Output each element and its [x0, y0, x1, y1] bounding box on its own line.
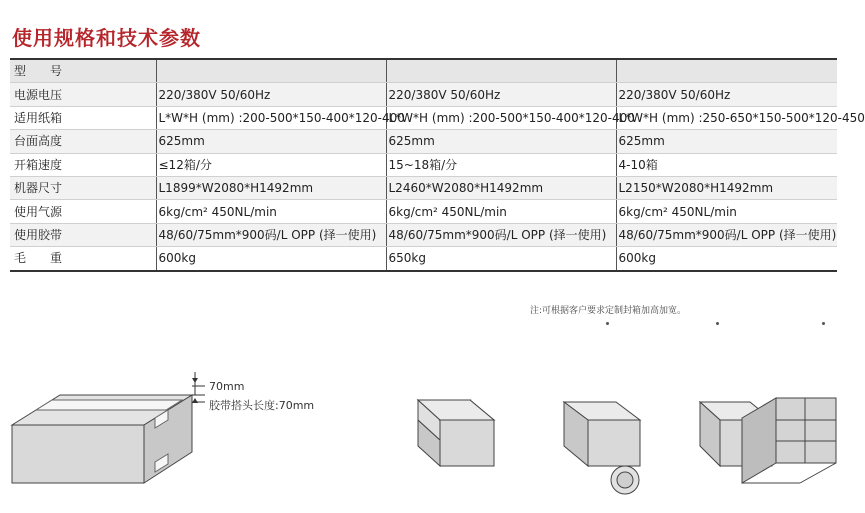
page-title: 使用规格和技术参数 — [12, 26, 201, 50]
cell: 600kg — [616, 247, 837, 271]
box-on-roller-diagram — [564, 402, 640, 494]
cell: 220/380V 50/60Hz — [386, 83, 616, 106]
sealed-box-diagram — [12, 372, 205, 483]
cell: 220/380V 50/60Hz — [156, 83, 386, 106]
cell: 48/60/75mm*900码/L OPP (择一使用) — [616, 223, 837, 246]
cell: 6kg/cm² 450NL/min — [616, 200, 837, 223]
cell: L*W*H (mm) :200-500*150-400*120-400 — [156, 106, 386, 129]
cell: 6kg/cm² 450NL/min — [156, 200, 386, 223]
height-dimension-label: 70mm — [209, 380, 245, 393]
row-label: 使用胶带 — [10, 223, 156, 246]
row-label: 机器尺寸 — [10, 176, 156, 199]
row-label: 毛 重 — [10, 247, 156, 271]
cell: L2150*W2080*H1492mm — [616, 176, 837, 199]
cell: 4-10箱 — [616, 153, 837, 176]
box-with-flap-diagram — [700, 398, 836, 483]
cell: L2460*W2080*H1492mm — [386, 176, 616, 199]
cell: L*W*H (mm) :250-650*150-500*120-450 — [616, 106, 837, 129]
cell: 6kg/cm² 450NL/min — [386, 200, 616, 223]
row-label: 型 号 — [10, 59, 156, 83]
cell: ≤12箱/分 — [156, 153, 386, 176]
row-label: 台面高度 — [10, 130, 156, 153]
cell: L1899*W2080*H1492mm — [156, 176, 386, 199]
row-label: 适用纸箱 — [10, 106, 156, 129]
cell: 625mm — [386, 130, 616, 153]
cell: 48/60/75mm*900码/L OPP (择一使用) — [156, 223, 386, 246]
cell: 650kg — [386, 247, 616, 271]
row-label: 开箱速度 — [10, 153, 156, 176]
cell: 48/60/75mm*900码/L OPP (择一使用) — [386, 223, 616, 246]
cell: 625mm — [616, 130, 837, 153]
open-box-diagram — [418, 400, 494, 466]
row-label: 电源电压 — [10, 83, 156, 106]
customization-note: 注:可根据客户要求定制封箱加高加宽。 — [530, 306, 687, 316]
cell: L*W*H (mm) :200-500*150-400*120-400 — [386, 106, 616, 129]
cell: 15~18箱/分 — [386, 153, 616, 176]
tape-overlap-label: 胶带搭头长度:70mm — [209, 399, 315, 412]
cell: 625mm — [156, 130, 386, 153]
row-label: 使用气源 — [10, 200, 156, 223]
cell: 600kg — [156, 247, 386, 271]
cell: 220/380V 50/60Hz — [616, 83, 837, 106]
